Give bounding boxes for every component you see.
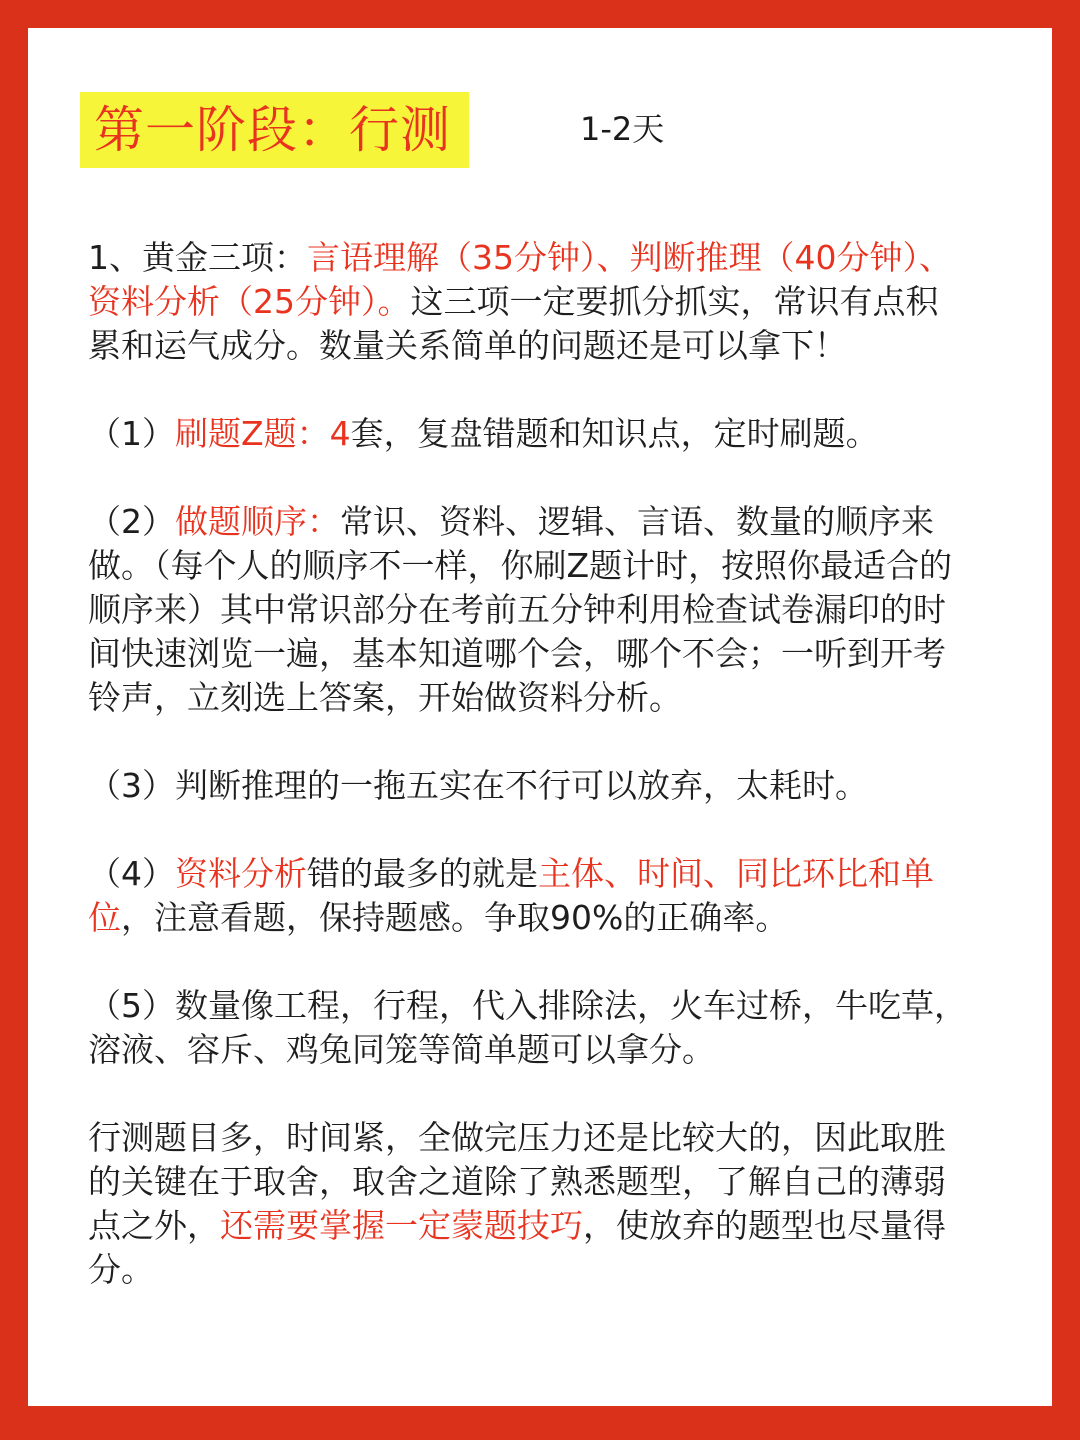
text-span: （2） (88, 502, 175, 541)
highlight-span: 还需要掌握一定蒙题技巧 (220, 1206, 583, 1245)
paragraph-summary (88, 1116, 968, 1292)
text-span: （5）数量像工程，行程，代入排除法，火车过桥，牛吃草，溶液、容斥、鸡兔同笼等简单题可以拿分。 (88, 986, 967, 1069)
paragraph-item-2 (88, 500, 968, 720)
text-span: ，注意看题，保持题感。争取90%的正确率。 (121, 898, 789, 937)
text-span: 行测题目多，时间紧，全做完压力还是比较大的，因此取胜的关键在于取舍，取舍之道除了熟悉题型，了解自己的薄弱点之外， (88, 1118, 946, 1245)
paragraph-golden-three (88, 236, 968, 368)
header (80, 92, 980, 168)
text-span: 常识、资料、逻辑、言语、数量的顺序来做。（每个人的顺序不一样，你刷Z题计时，按照你最适合的顺序来）其中常识部分在考前五分钟利用检查试卷漏印的时间快速浏览一遍，基本知道哪个会，哪个不会；一听到开考铃声，立刻选上答案，开始做资料分析。 (88, 502, 953, 717)
text-span: （1） (88, 414, 175, 453)
paragraph-item-4 (88, 852, 968, 940)
text-span: （4） (88, 854, 175, 893)
highlight-span: 主体、时间、同比环比和单位 (88, 854, 934, 937)
text-span: 1、黄金三项： (88, 238, 307, 277)
text-span: （3）判断推理的一拖五实在不行可以放弃，太耗时。 (88, 766, 868, 805)
paragraph-item-5 (88, 984, 968, 1072)
paragraph-item-3 (88, 764, 968, 808)
body-text (88, 236, 968, 1292)
paragraph-item-1 (88, 412, 968, 456)
text-span: 这三项一定要抓分抓实，常识有点积累和运气成分。数量关系简单的问题还是可以拿下！ (88, 282, 939, 365)
highlight-span: 刷题Z题：4 (175, 414, 351, 453)
highlight-span: 言语理解（35分钟）、判断推理（40分钟）、资料分析（25分钟）。 (88, 238, 952, 321)
content-card (28, 28, 1052, 1406)
highlight-span: 做题顺序： (175, 502, 340, 541)
highlight-span: 资料分析 (175, 854, 307, 893)
text-span: ，使放弃的题型也尽量得分。 (88, 1206, 946, 1289)
duration-label: 1-2天 (580, 110, 665, 148)
text-span: 错的最多的就是 (307, 854, 538, 893)
page-title: 第一阶段：行测 (80, 92, 469, 168)
text-span: 套，复盘错题和知识点，定时刷题。 (350, 414, 879, 453)
